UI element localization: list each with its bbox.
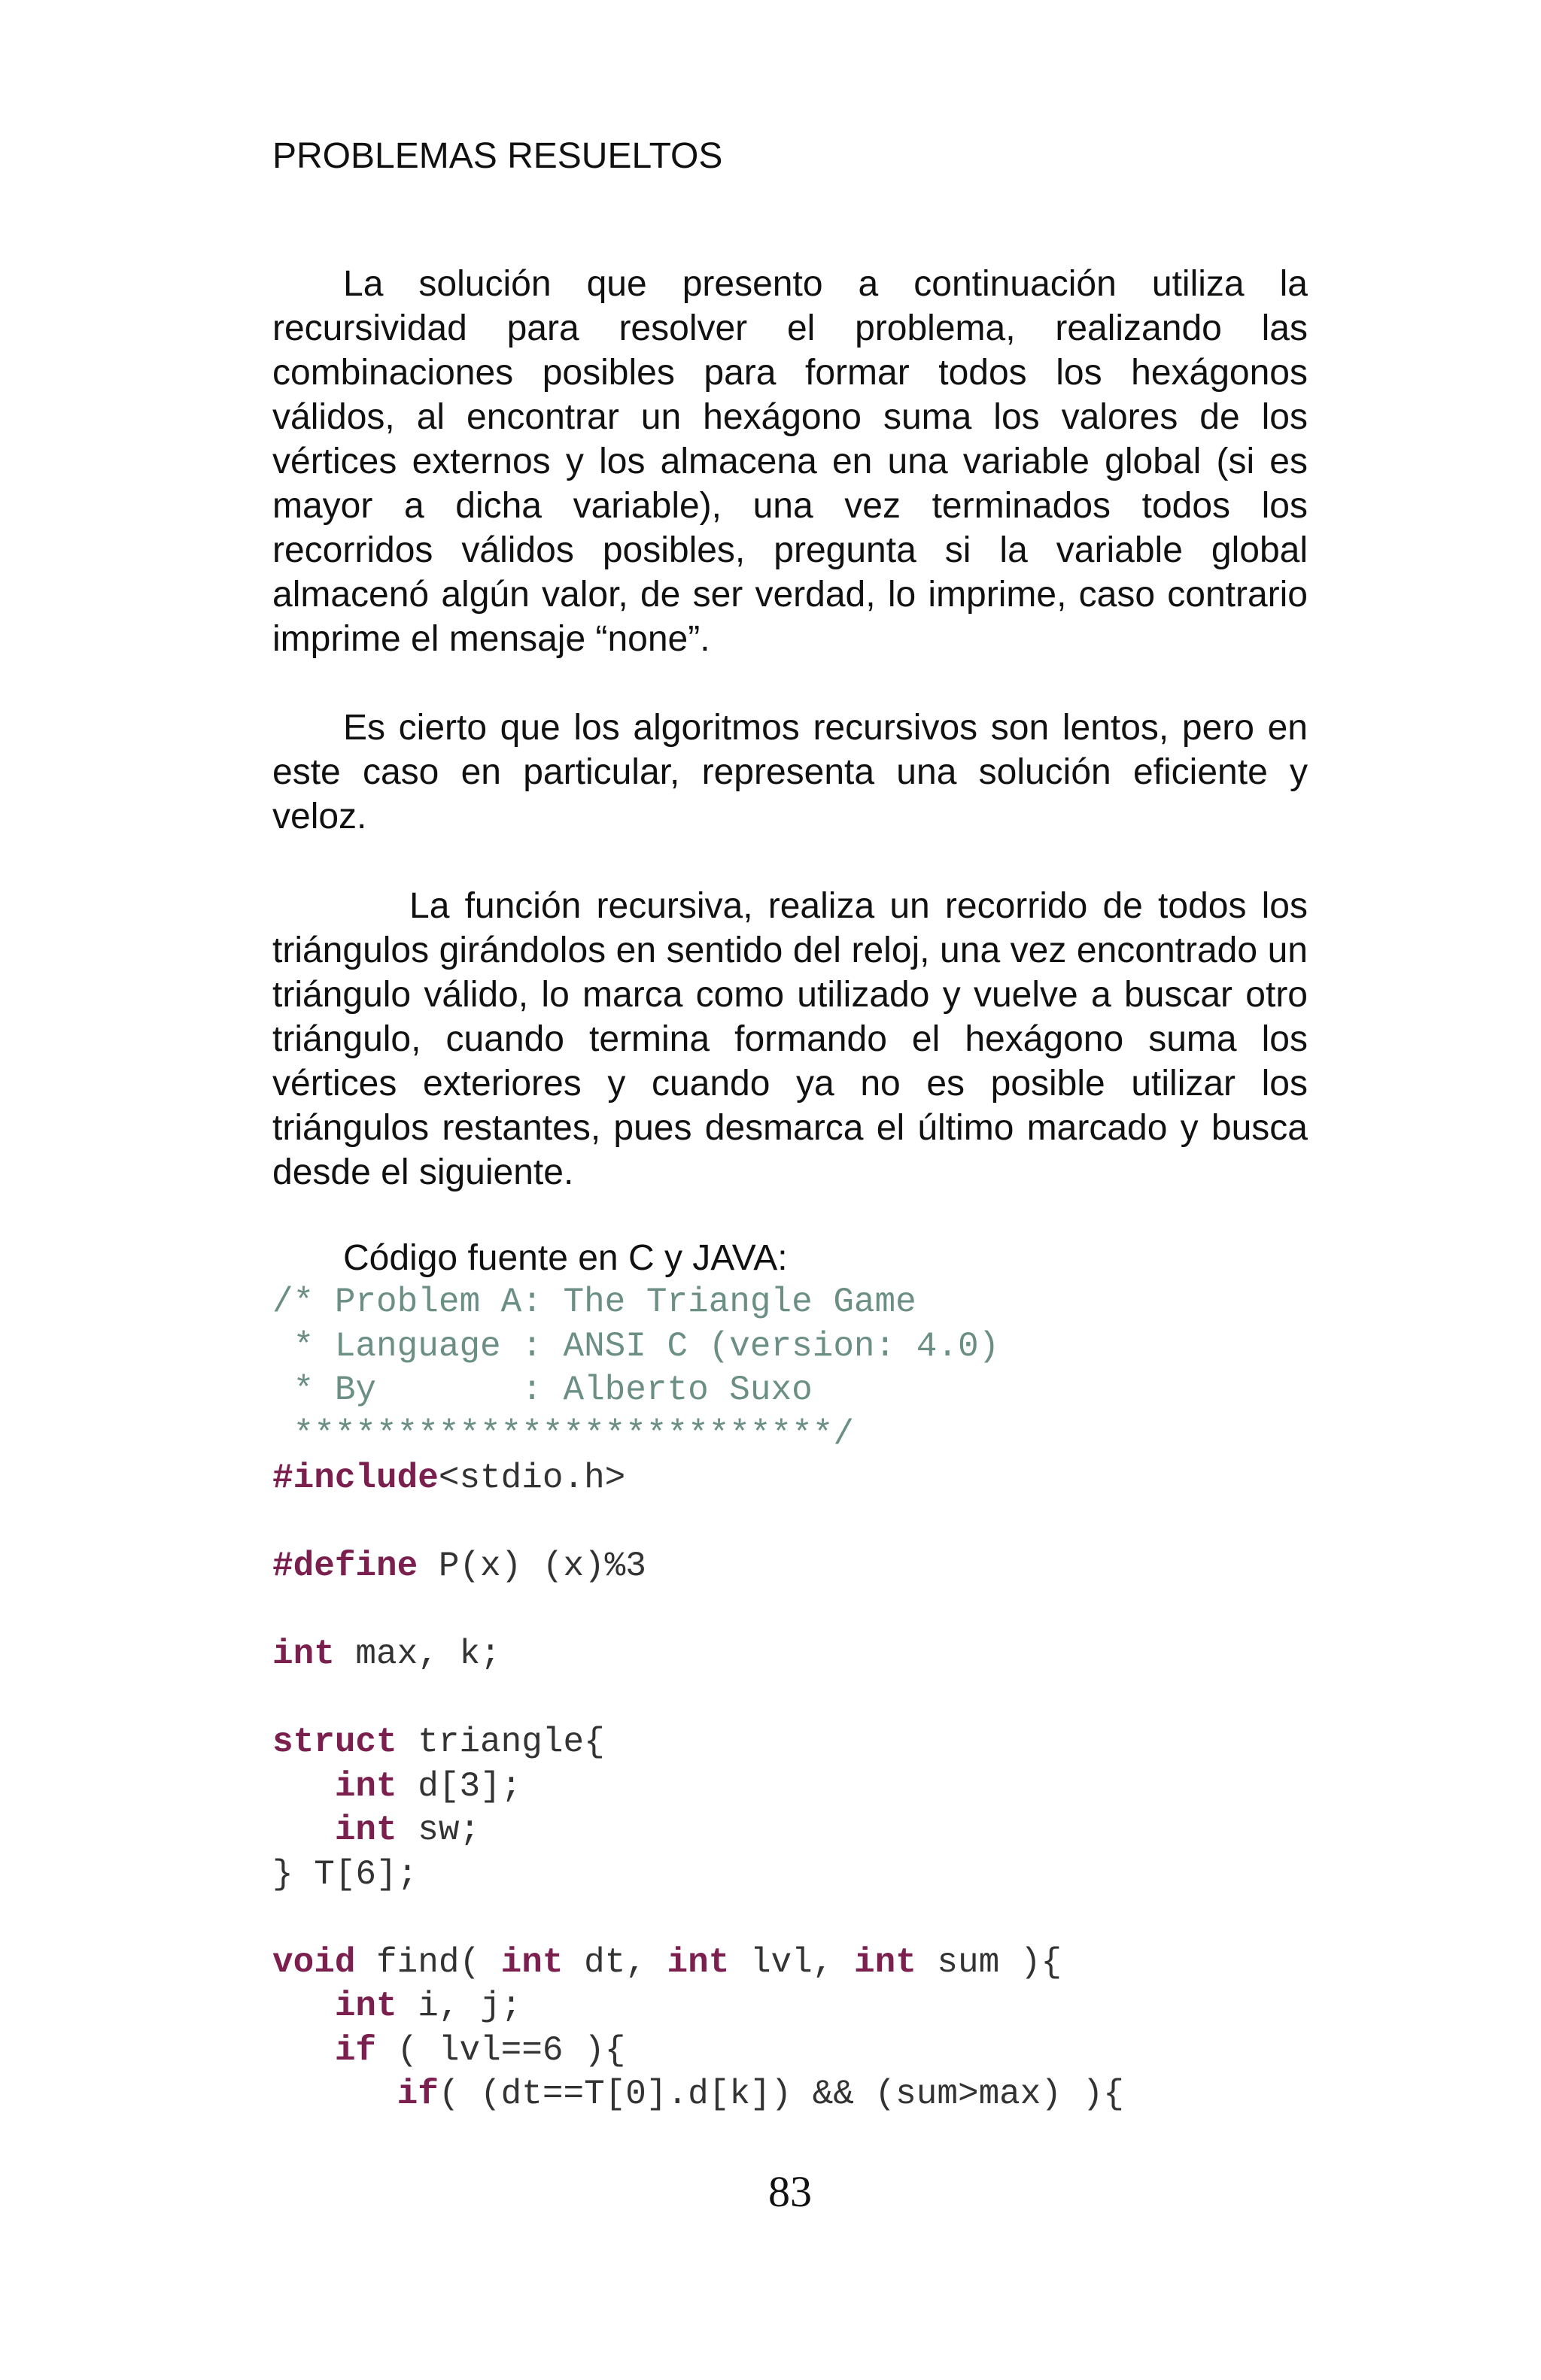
- source-code-block: [272, 1280, 1326, 2117]
- code-text: <stdio.h>: [438, 1459, 626, 1498]
- code-comment-line: * Language : ANSI C (version: 4.0): [272, 1326, 1000, 1366]
- code-text: P(x) (x)%3: [418, 1547, 646, 1586]
- code-keyword: if: [397, 2075, 439, 2114]
- page-number: 83: [768, 2167, 812, 2216]
- code-text: lvl,: [729, 1942, 854, 1982]
- code-comment-line: /* Problem A: The Triangle Game: [272, 1283, 916, 1322]
- code-text: ( (dt==T[0].d[k]) && (sum>max) ){: [438, 2075, 1124, 2114]
- code-keyword: #define: [272, 1547, 418, 1586]
- code-keyword: int: [334, 1811, 397, 1850]
- code-blank-line: [272, 1501, 1326, 1545]
- code-text: i, j;: [397, 1987, 522, 2026]
- code-line-struct: [272, 1720, 1326, 1765]
- code-line-globals: [272, 1632, 1326, 1677]
- code-keyword: struct: [272, 1723, 397, 1762]
- running-header: PROBLEMAS RESUELTOS: [272, 136, 723, 176]
- code-intro-label: Código fuente en C y JAVA:: [343, 1238, 788, 1278]
- code-comment-line: * By : Alberto Suxo: [272, 1371, 813, 1410]
- code-keyword: int: [500, 1942, 564, 1982]
- code-blank-line: [272, 1896, 1326, 1941]
- code-line-locals: [272, 1984, 1326, 2029]
- code-keyword: void: [272, 1942, 356, 1982]
- code-keyword: int: [272, 1635, 335, 1674]
- code-text: dt,: [563, 1942, 667, 1982]
- code-text: sum ){: [916, 1942, 1062, 1982]
- code-keyword: int: [667, 1942, 730, 1982]
- code-line-find-signature: [272, 1941, 1326, 1985]
- code-keyword: int: [853, 1942, 916, 1982]
- code-line-define: [272, 1544, 1326, 1589]
- code-text: ( lvl==6 ){: [376, 2030, 626, 2070]
- code-keyword: int: [334, 1987, 397, 2026]
- code-text: triangle{: [397, 1723, 605, 1762]
- code-comment-line: **************************/: [272, 1414, 854, 1454]
- code-keyword: if: [334, 2030, 377, 2070]
- code-line-field-sw: [272, 1808, 1326, 1853]
- paragraph-recursion-note: Es cierto que los algoritmos recursivos son lentos, pero en este caso en particular, representa una solución eficiente y veloz.: [272, 708, 1308, 836]
- code-line-field-d: [272, 1765, 1326, 1809]
- paragraph-recursive-function: La función recursiva, realiza un recorrido de todos los triángulos girándolos en sentido del reloj, una vez encontrado un triángulo válido, lo marca como utilizado y vuelve a buscar otro triángulo, cuando termina formando el hexágono suma los vértices exteriores y cuando ya no es posible utilizar los triángulos restantes, pues desmarca el último marcado y busca desde el siguiente.: [272, 886, 1308, 1192]
- code-keyword: int: [334, 1766, 397, 1806]
- code-line-include: [272, 1456, 1326, 1501]
- code-line-if-level: [272, 2029, 1326, 2073]
- code-blank-line: [272, 1677, 1326, 1721]
- code-blank-line: [272, 1589, 1326, 1633]
- code-text: d[3];: [397, 1766, 522, 1806]
- code-text: max, k;: [334, 1635, 501, 1674]
- code-text: find(: [355, 1942, 501, 1982]
- code-keyword: #include: [272, 1459, 439, 1498]
- paragraph-solution-overview: La solución que presento a continuación utiliza la recursividad para resolver el problema, realizando las combinaciones posibles para formar todos los hexágonos válidos, al encontrar un hexágono suma los valores de los vértices externos y los almacena en una variable global (si es mayor a dicha variable), una vez terminados todos los recorridos válidos posibles, pregunta si la variable global almacenó algún valor, de ser verdad, lo imprime, caso contrario imprime el mensaje “none”.: [272, 264, 1308, 659]
- code-line-if-max: [272, 2072, 1326, 2117]
- code-line-struct-close: } T[6];: [272, 1854, 418, 1894]
- code-text: sw;: [397, 1811, 481, 1850]
